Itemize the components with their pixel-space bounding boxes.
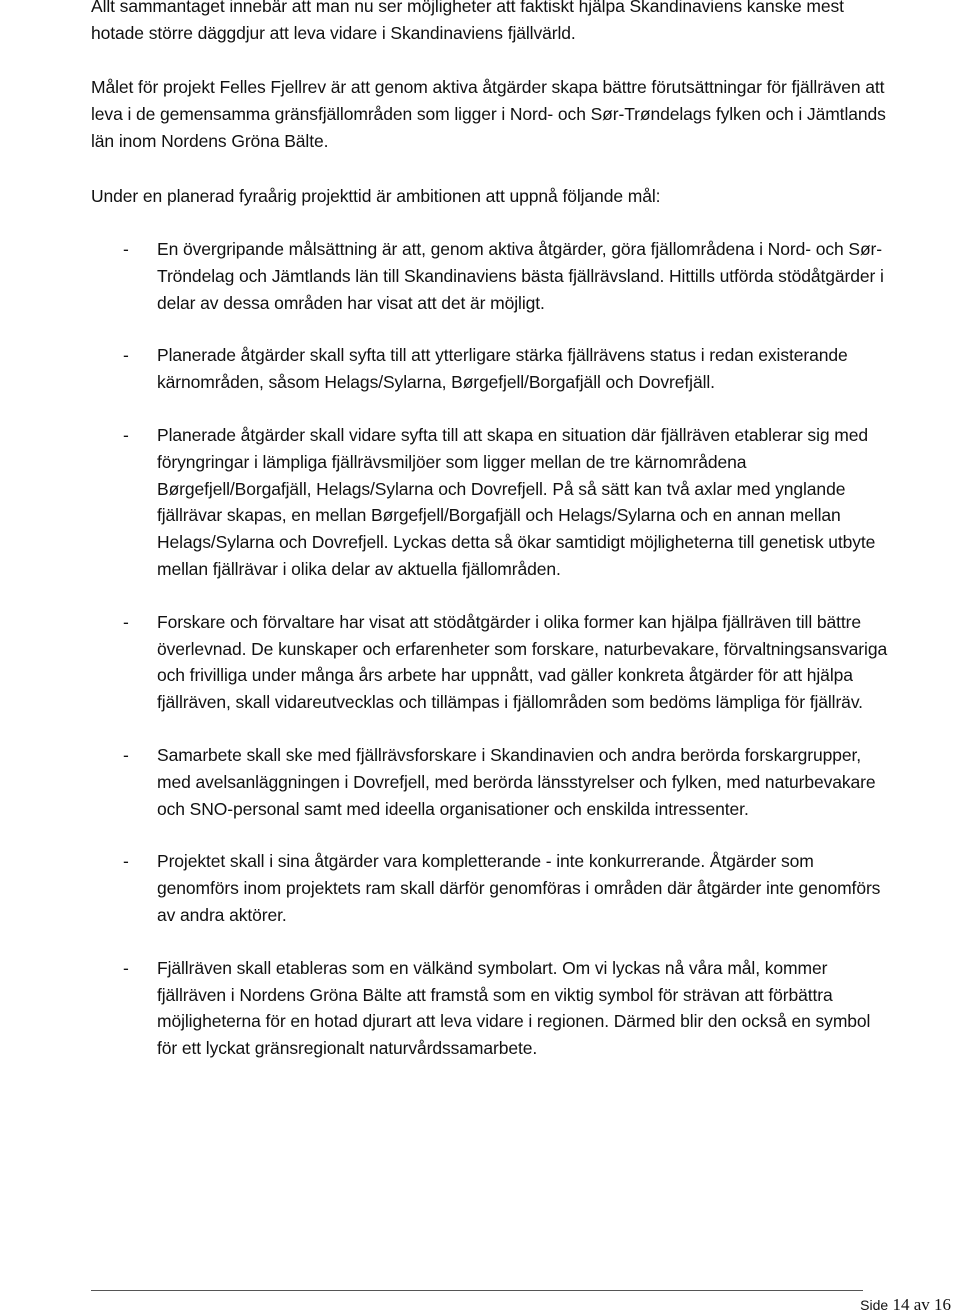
list-item-text: Fjällräven skall etableras som en välkänd symbolart. Om vi lyckas nå våra mål, kommer fjällräven i Nordens Gröna Bälte att framstå som en viktig symbol för strävan att förbättra möjligheterna för en hotad djurart att leva vidare i regionen. Därmed blir den också en symbol för ett lyckat gränsregionalt naturvårdssamarbete.: [157, 957, 871, 1059]
list-item-text: En övergripande målsättning är att, genom aktiva åtgärder, göra fjällområdena i Nord- och Sør-Tröndelag och Jämtlands län till Skandinaviens bästa fjällrävsland. Hittills utförda stödåtgärder i delar av dessa områden har visat att det är möjligt.: [157, 239, 884, 313]
list-item-text: Samarbete skall ske med fjällrävsforskare i Skandinavien och andra berörda forskargrupper, med avelsanläggningen i Dovrefjell, med berörda länsstyrelser och fylken, med naturbevakare och SNO-personal samt med ideella organisationer och enskilda intressenter.: [157, 744, 876, 819]
lead-paragraph: Under en planerad fyraårig projekttid är ambitionen att uppnå följande mål:: [91, 186, 661, 206]
page-of-label: av: [913, 1295, 930, 1314]
list-item: [91, 742, 891, 822]
intro-paragraph: Allt sammantaget innebär att man nu ser möjligheter att faktiskt hjälpa Skandinaviens kanske mest hotade större däggdjur att leva vidare i Skandinaviens fjällvärld.: [91, 0, 844, 43]
list-item-text: Planerade åtgärder skall syfta till att ytterligare stärka fjällrävens status i redan existerande kärnområden, såsom Helags/Sylarna, Børgefjell/Borgafjäll och Dovrefjäll.: [157, 345, 848, 393]
dash-marker: -: [123, 424, 129, 445]
list-item-text: Forskare och förvaltare har visat att stödåtgärder i olika former kan hjälpa fjällräven till bättre överlevnad. De kunskaper och erfarenheter som forskare, naturbevakare, förvaltningsansvariga och frivilliga under många års arbete har uppnått, vad gäller konkreta åtgärder för att hjälpa fjällräven, skall vidareutvecklas och tillämpas i fjällområden som bedöms lämpliga för fjällräv.: [157, 611, 888, 713]
page-current: 14: [892, 1295, 910, 1314]
dash-marker: -: [123, 239, 129, 259]
page-side-label: Side: [860, 1297, 889, 1313]
dash-marker: -: [123, 345, 129, 366]
list-item-text: Projektet skall i sina åtgärder vara kompletterande - inte konkurrerande. Åtgärder som genomförs inom projektets ram skall därför genomföras i områden där åtgärder inte genomförs av andra aktörer.: [157, 851, 881, 925]
list-item-text: Planerade åtgärder skall vidare syfta till att skapa en situation där fjällräven etablerar sig med föryngringar i lämpliga fjällrävsmiljöer som ligger mellan de tre kärnområdena Børgefjell/Borgafjäll, Helags/Sylarna och Dovrefjell. På så sätt kan två axlar med ynglande fjällrävar skapas, en mellan Børgefjell/Borgafjäll och Helags/Sylarna och en annan mellan Helags/Sylarna och Dovrefjell. Lyckas detta så ökar samtidigt möjligheterna till genetisk utbyte mellan fjällrävar i olika delar av aktuella fjällområden.: [157, 424, 876, 579]
dash-marker: -: [123, 851, 129, 872]
list-item: [91, 955, 891, 1062]
list-item: [91, 609, 891, 716]
goal-paragraph: Målet för projekt Felles Fjellrev är att genom aktiva åtgärder skapa bättre förutsättningar för fjällräven att leva i de gemensamma gränsfjällområden som ligger i Nord- och Sør-Trøndelags fylken och i Jämtlands län inom Nordens Gröna Bälte.: [91, 77, 886, 151]
page-number: [860, 1294, 951, 1316]
dash-marker: -: [123, 957, 129, 978]
footer-divider: [91, 1290, 863, 1291]
list-item: [91, 848, 891, 928]
page-total: 16: [934, 1295, 951, 1314]
list-item: [91, 342, 891, 396]
list-item: [91, 422, 891, 583]
goals-list: [91, 236, 891, 1062]
dash-marker: -: [123, 744, 129, 765]
dash-marker: -: [123, 611, 129, 632]
list-item: [91, 236, 891, 316]
